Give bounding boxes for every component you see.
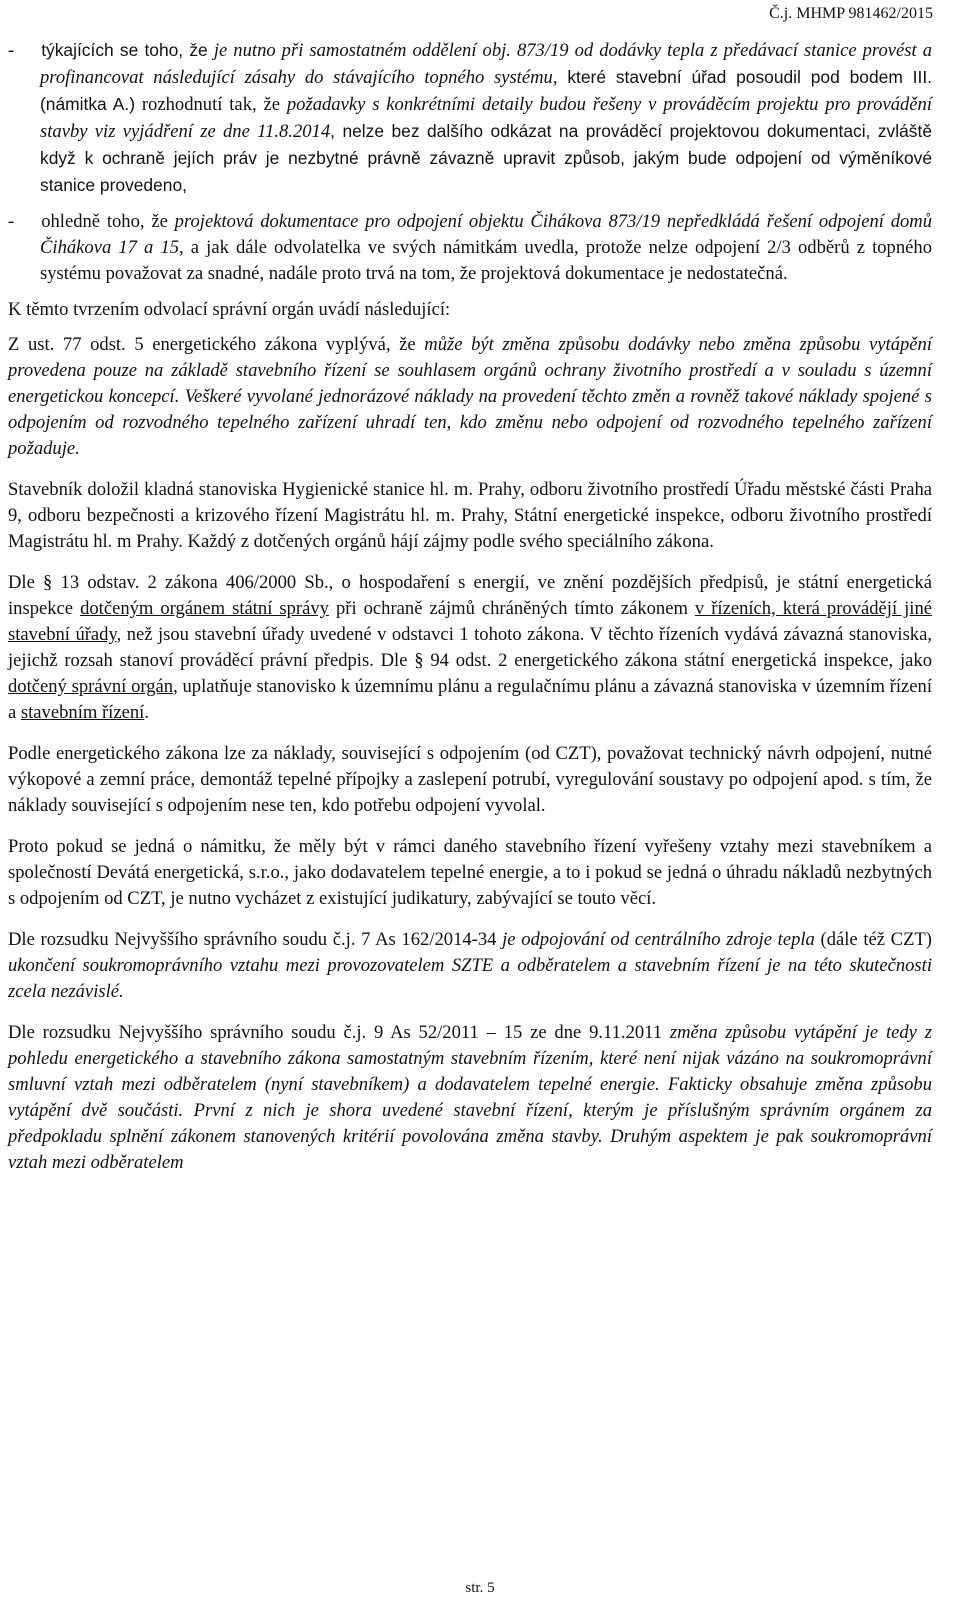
bullet-marker: -	[8, 211, 15, 232]
bullet-marker: -	[8, 40, 15, 61]
document-body	[8, 37, 932, 1191]
paragraph: Stavebník doložil kladná stanoviska Hygienické stanice hl. m. Prahy, odboru životního prostředí Úřadu městské části Praha 9, odboru bezpečnosti a krizového řízení Magistrátu hl. m. Prahy, Státní energetické inspekce, odboru životního prostředí Magistrátu hl. m Prahy. Každý z dotčených orgánů hájí zájmy podle svého speciálního zákona.	[8, 479, 932, 552]
paragraph: Dle rozsudku Nejvyššího správního soudu č.j. 7 As 162/2014-34 je odpojování od centrálního zdroje tepla (dále též CZT) ukončení soukromoprávního vztahu mezi provozovatelem SZTE a odběratelem a stavebním řízení je na této skutečnosti zcela nezávislé.	[8, 929, 932, 1002]
paragraph: Dle rozsudku Nejvyššího správního soudu č.j. 9 As 52/2011 – 15 ze dne 9.11.2011 změna způsobu vytápění je tedy z pohledu energetického a stavebního zákona samostatným stavebním řízením, které není nijak vázáno na soukromoprávní smluvní vztah mezi odběratelem (nyní stavebníkem) a dodavatelem tepelné energie. Fakticky obsahuje změna způsobu vytápění dvě součásti. První z nich je shora uvedené stavební řízení, kterým je příslušným správním orgánem za předpokladu splnění zákonem stanovených kritérií povolována změna stavby. Druhým aspektem je pak soukromoprávní vztah mezi odběratelem	[8, 1022, 932, 1173]
page-number: str. 5	[465, 1580, 495, 1596]
paragraph: Z ust. 77 odst. 5 energetického zákona vyplývá, že může být změna způsobu dodávky nebo změna způsobu vytápění provedena pouze na základě stavebního řízení se souhlasem orgánů ochrany životního prostředí a v souladu s územní energetickou koncepcí. Veškeré vyvolané jednorázové náklady na provedení těchto změn a rovněž takové náklady spojené s odpojením od rozvodného tepelného zařízení uhradí ten, kdo změnu nebo odpojení od rozvodného tepelného zařízení požaduje.	[8, 334, 933, 459]
paragraph-intro: K těmto tvrzením odvolací správní orgán uvádí následující:	[8, 299, 451, 320]
bullet-item: - ohledně toho, že projektová dokumentace pro odpojení objektu Čihákova 873/19 nepředkládá řešení odpojení domů Čihákova 17 a 15, a jak dále odvolatelka ve svých námitkám uvedla, protože nelze odpojení 2/3 odběrů z topného systému považovat za snadné, nadále proto trvá na tom, že projektová dokumentace je nedostatečná.	[8, 211, 933, 284]
paragraph: Dle § 13 odstav. 2 zákona 406/2000 Sb., o hospodaření s energií, ve znění pozdějších předpisů, je státní energetická inspekce dotčeným orgánem státní správy při ochraně zájmů chráněných tímto zákonem v řízeních, která provádějí jiné stavební úřady, než jsou stavební úřady uvedené v odstavci 1 tohoto zákona. V těchto řízeních vydává závazná stanoviska, jejichž rozsah stanoví prováděcí právní předpis. Dle § 94 odst. 2 energetického zákona státní energetická inspekce, jako dotčený správní orgán, uplatňuje stanovisko k územnímu plánu a regulačnímu plánu a závazná stanoviska v územním řízení a stavebním řízení.	[8, 572, 932, 723]
paragraph: Proto pokud se jedná o námitku, že měly být v rámci daného stavebního řízení vyřešeny vztahy mezi stavebníkem a společností Devátá energetická, s.r.o., jako dodavatelem tepelné energie, a to i pokud se jedná o úhradu nákladů nezbytných s odpojením od CZT, je nutno vycházet z existující judikatury, zabývající se touto věcí.	[8, 836, 932, 909]
bullet-item: - týkajících se toho, že je nutno při samostatném oddělení obj. 873/19 od dodávky tepla z předávací stanice provést a profinancovat následující zásahy do stávajícího topného systému, které stavební úřad posoudil pod bodem III. (námitka A.) rozhodnutí tak, že požadavky s konkrétními detaily budou řešeny v prováděcím projektu pro provádění stavby viz vyjádření ze dne 11.8.2014, nelze bez dalšího odkázat na prováděcí projektovou dokumentaci, zvláště když k ochraně jejích práv je nezbytné právně závazně upravit způsob, jakým bude odpojení od výměníkové stanice provedeno,	[8, 40, 933, 195]
reference-number: Č.j. MHMP 981462/2015	[769, 5, 933, 22]
paragraph: Podle energetického zákona lze za náklady, související s odpojením (od CZT), považovat technický návrh odpojení, nutné výkopové a zemní práce, demontáž tepelné přípojky a zaslepení potrubí, vyregulování soustavy po odpojení apod. s tím, že náklady související s odpojením nese ten, kdo potřebu odpojení vyvolal.	[8, 743, 932, 816]
